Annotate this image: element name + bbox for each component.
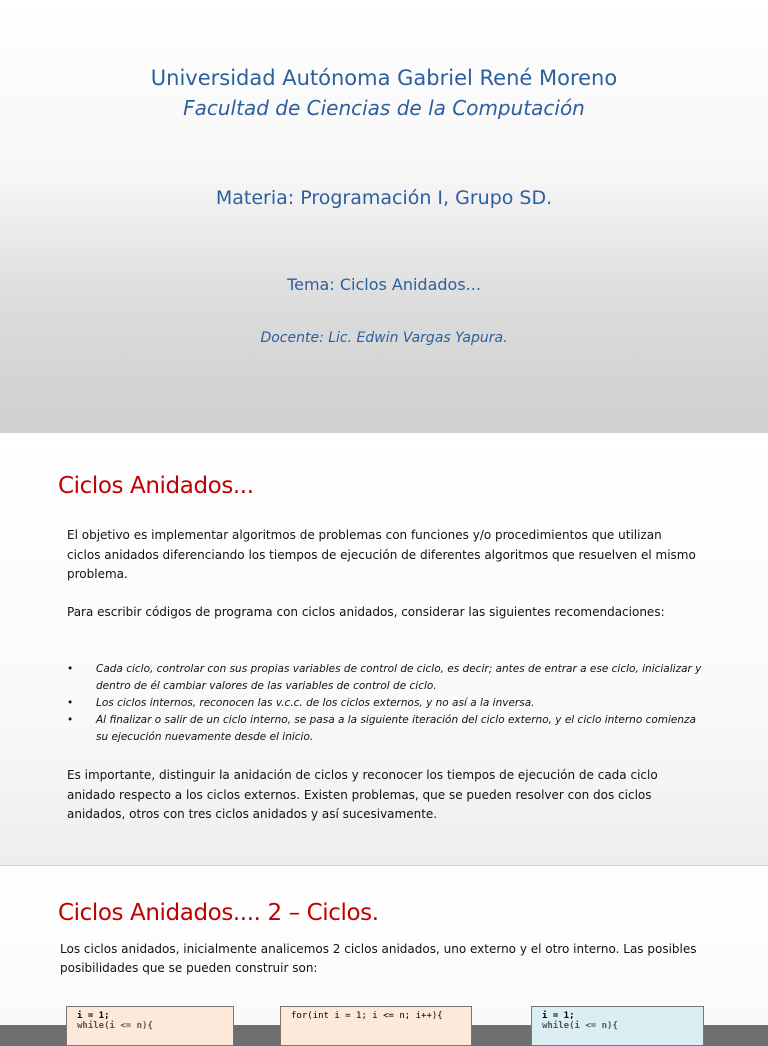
title-slide [0, 0, 768, 432]
faculty-name: Facultad de Ciencias de la Computación [183, 96, 585, 120]
slide-title: Ciclos Anidados... [58, 473, 254, 499]
subject-line: Materia: Programación I, Grupo SD. [215, 187, 553, 209]
topic-line: Tema: Ciclos Anidados... [287, 275, 481, 294]
code-line: for(int i = 1; i <= n; i++){ [291, 1011, 443, 1021]
recommendations-intro: Para escribir códigos de programa con ciclos anidados, considerar las siguientes recomendaciones: [67, 605, 665, 619]
code-line: i = 1; [542, 1011, 575, 1021]
intro-paragraph: Los ciclos anidados, inicialmente analicemos 2 ciclos anidados, uno externo y el otro interno. Las posibles posibilidades que se pueden construir son: [60, 942, 697, 975]
two-loops-slide [0, 865, 768, 1031]
university-name: Universidad Autónoma Gabriel René Moreno [150, 66, 618, 90]
slide-title: Ciclos Anidados.... 2 – Ciclos. [58, 900, 379, 926]
list-item: • Al finalizar o salir de un ciclo interno, se pasa a la siguiente iteración del ciclo externo, y el ciclo interno comienza su ejecución nuevamente desde el inicio. [67, 712, 707, 746]
code-box-for [280, 1006, 472, 1046]
list-item: • Los ciclos internos, reconocen las v.c.c. de los ciclos externos, y no así a la inversa. [67, 695, 707, 712]
code-box-while-alt [531, 1006, 704, 1046]
teacher-line: Docente: Lic. Edwin Vargas Yapura. [260, 330, 508, 346]
objectives-slide [0, 432, 768, 866]
code-line: while(i <= n){ [77, 1021, 153, 1031]
list-item: • Cada ciclo, controlar con sus propias variables de control de ciclo, es decir; antes de entrar a ese ciclo, inicializar y dentro de él cambiar valores de las variables de control de ciclo. [67, 661, 707, 695]
code-line: while(i <= n){ [542, 1021, 618, 1031]
code-line: i = 1; [77, 1011, 110, 1021]
objective-paragraph: El objetivo es implementar algoritmos de problemas con funciones y/o procedimientos que utilizan ciclos anidados diferenciando los tiempos de ejecución de diferentes algoritmos que resuelven el mismo problema. [67, 528, 696, 581]
code-box-while [66, 1006, 234, 1046]
importance-paragraph: Es importante, distinguir la anidación de ciclos y reconocer los tiempos de ejecución de cada ciclo anidado respecto a los ciclos externos. Existen problemas, que se pueden resolver con dos ciclos anidados, otros con tres ciclos anidados y así sucesivamente. [67, 768, 658, 821]
recommendations-list [67, 661, 707, 746]
